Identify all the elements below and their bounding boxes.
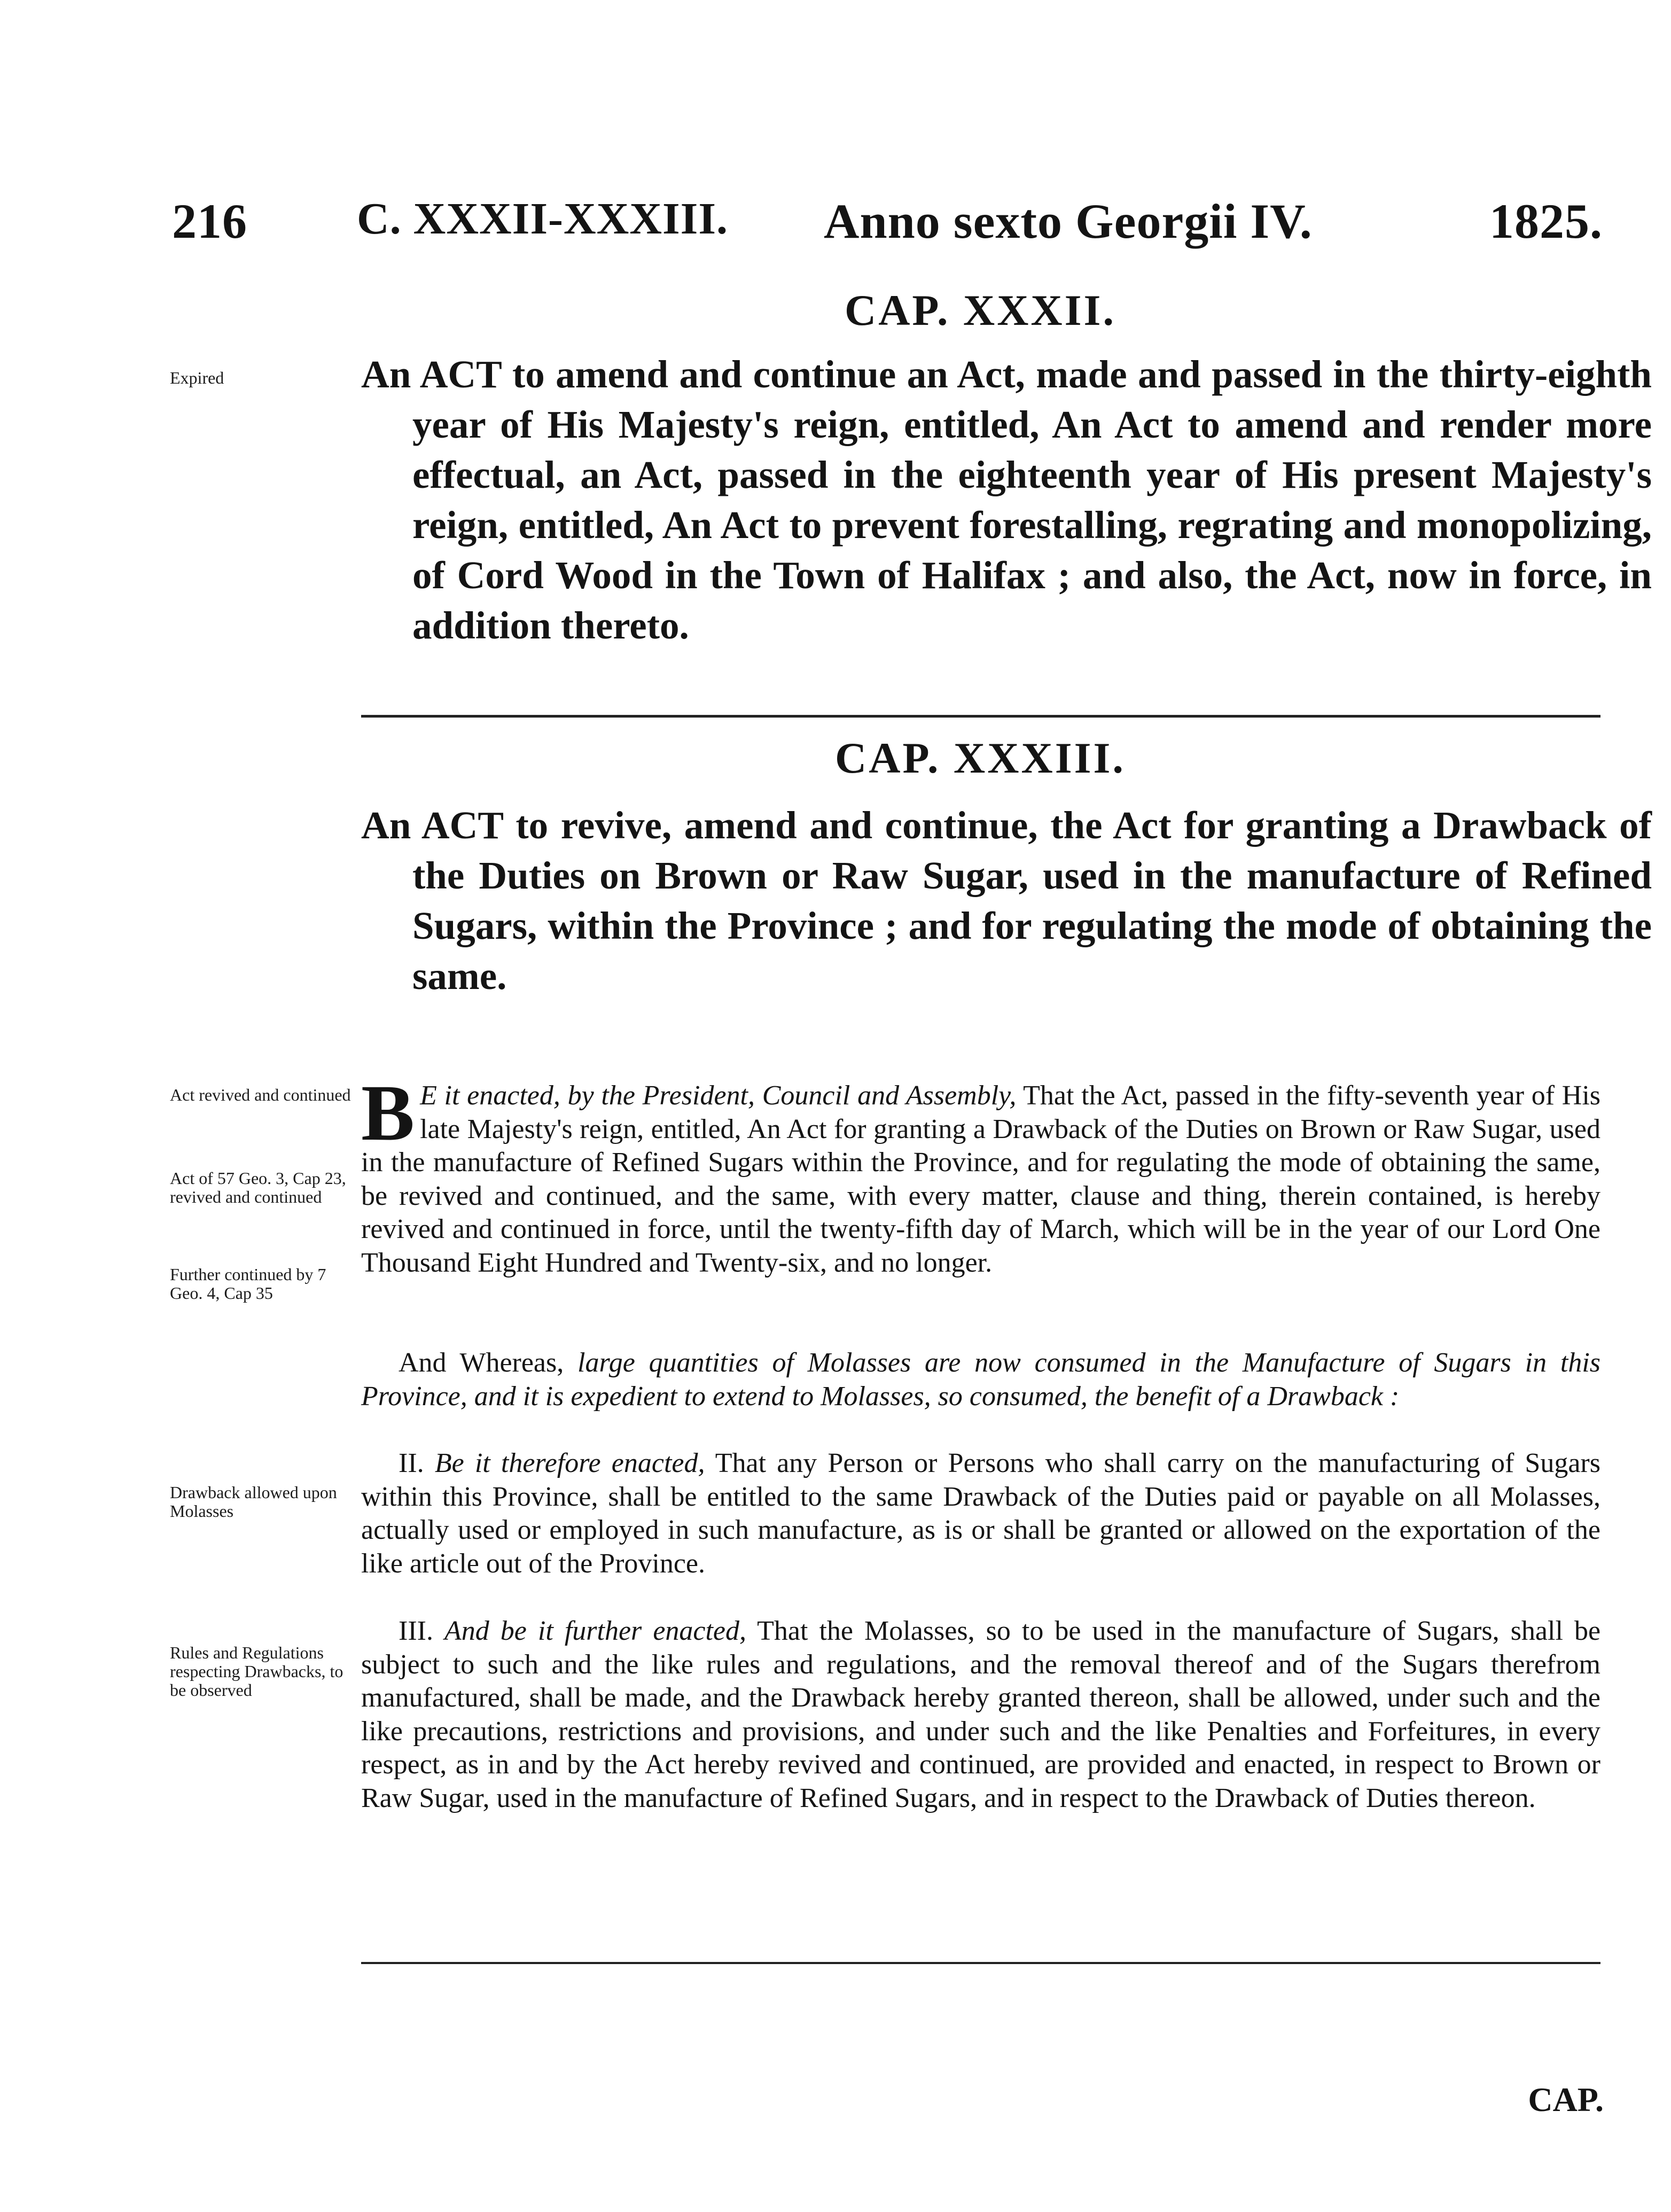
section-3-paragraph	[361, 1615, 1600, 1815]
cap-32-title: An ACT to amend and continue an Act, made and passed in the thirty-eighth year of His Majesty's reign, entitled, An Act to amend and render more effectual, an Act, passed in the eighteenth year of His present Majesty's reign, entitled, An Act to prevent forestalling, regrating and monopolizing, of Cord Wood in the Town of Halifax ; and also, the Act, now in force, in addition thereto.	[361, 353, 1652, 647]
margin-note-further-continued: Further continued by 7 Geo. 4, Cap 35	[170, 1265, 326, 1303]
section-3-text: That the Molasses, so to be used in the manufacture of Sugars, shall be subject to such and the like rules and regulations, and the removal thereof and of the Sugars therefrom manufactured, shall be made, and the Drawback hereby granted thereon, shall be allowed, under such and the like precautions, restrictions and provisions, and under such and the like Penalties and Forfeitures, in every respect, as in and by the Act hereby revived and continued, are provided and enacted, in respect to Brown or Raw Sugar, used in the manufacture of Refined Sugars, and in respect to the Drawback of Duties thereon.	[361, 1616, 1601, 1813]
end-rule	[361, 1962, 1600, 1964]
catchword: CAP.	[1528, 2081, 1604, 2118]
header-year: 1825.	[1489, 194, 1603, 248]
section-3-enacting-clause: And be it further enacted,	[444, 1616, 747, 1646]
margin-note-expired: Expired	[170, 368, 224, 387]
section-divider	[361, 715, 1600, 718]
cap-33-heading: CAP. XXXIII.	[835, 734, 1126, 782]
section-2-enacting-clause: Be it therefore enacted,	[434, 1448, 705, 1478]
section-1-enacting-clause: E it enacted, by the President, Council and Assembly,	[420, 1080, 1017, 1111]
section-2-paragraph	[361, 1447, 1600, 1580]
cap-32-heading: CAP. XXXII.	[845, 286, 1116, 334]
chapter-range: C. XXXII-XXXIII.	[357, 194, 729, 244]
margin-note-drawback-molasses: Drawback allowed upon Molasses	[170, 1483, 337, 1521]
margin-note-act-revived: Act revived and continued	[170, 1085, 351, 1104]
section-1-text: That the Act, passed in the fifty-seventh year of His late Majesty's reign, entitled, An Act for granting a Drawback of the Duties on Brown or Raw Sugar, used in the manufacture of Refined Sugars within the Province, and for regulating the mode of obtaining the same, be revived and continued, and the same, with every matter, clause and thing, therein contained, is hereby revived and continued in force, until the twenty-fifth day of March, which will be in the year of our Lord One Thousand Eight Hundred and Twenty-six, and no longer.	[361, 1080, 1601, 1278]
section-1-paragraph	[361, 1069, 1601, 1280]
drop-cap: B	[361, 1069, 415, 1157]
section-2-number: II.	[399, 1448, 424, 1478]
page-number: 216	[172, 194, 247, 248]
whereas-text: large quantities of Molasses are now consumed in the Manufacture of Sugars in this Province, and it is expedient to extend to Molasses, so consumed, the benefit of a Drawback :	[361, 1348, 1600, 1412]
margin-note-act-57-geo-3: Act of 57 Geo. 3, Cap 23, revived and continued	[170, 1169, 346, 1206]
margin-note-rules-regulations: Rules and Regulations respecting Drawbacks, to be observed	[170, 1643, 343, 1700]
regnal-title: Anno sexto Georgii IV.	[824, 194, 1313, 248]
section-2-text: That any Person or Persons who shall carry on the manufacturing of Sugars within this Province, shall be entitled to the same Drawback of the Duties paid or payable on all Molasses, actually used or employed in such manufacture, as is or shall be granted or allowed on the exportation of the like article out of the Province.	[361, 1448, 1600, 1579]
section-3-number: III.	[399, 1616, 433, 1646]
whereas-paragraph	[361, 1346, 1600, 1413]
whereas-lead: And Whereas,	[399, 1348, 564, 1378]
cap-33-title: An ACT to revive, amend and continue, the Act for granting a Drawback of the Duties on Brown or Raw Sugar, used in the manufacture of Refined Sugars, within the Province ; and for regulating the mode of obtaining the same.	[361, 804, 1652, 998]
